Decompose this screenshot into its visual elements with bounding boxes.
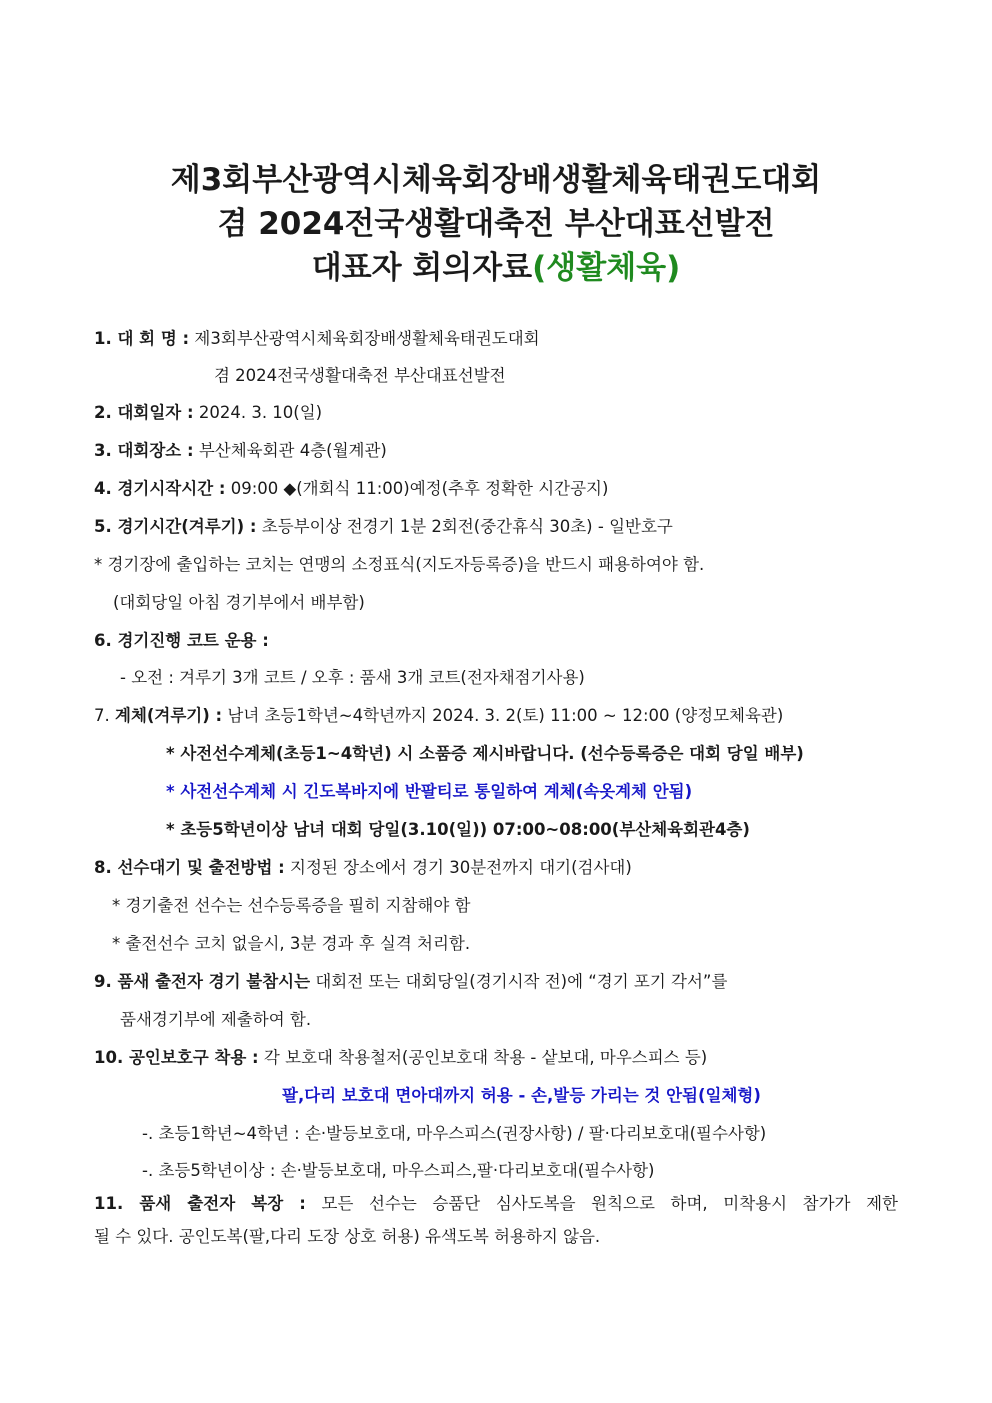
item-2-value: 2024. 3. 10(일) bbox=[198, 403, 323, 422]
item-8-note-2: * 출전선수 코치 없을시, 3분 경과 후 실격 처리함. bbox=[112, 934, 471, 953]
item-10-value: 각 보호대 착용철저(공인보호대 착용 - 샅보대, 마우스피스 등) bbox=[263, 1048, 708, 1067]
item-4 bbox=[94, 477, 608, 501]
item-6-label: 6. 경기진행 코트 운용 : bbox=[94, 631, 269, 650]
item-1 bbox=[94, 327, 540, 351]
item-5-note-1: * 경기장에 출입하는 코치는 연맹의 소정표식(지도자등록증)을 반드시 패용하여야 함. bbox=[94, 555, 705, 574]
item-10-label: 10. 공인보호구 착용 : bbox=[94, 1048, 259, 1067]
item-8-label: 8. 선수대기 및 출전방법 : bbox=[94, 858, 285, 877]
title-line-2: 겸 2024전국생활대축전 부산대표선발전 bbox=[217, 206, 775, 242]
item-9-continuation: 품새경기부에 제출하여 함. bbox=[120, 1010, 312, 1029]
item-7-note-2: * 사전선수계체 시 긴도복바지에 반팔티로 통일하여 계체(속옷계체 안됨) bbox=[166, 782, 693, 801]
item-5-note-2: (대회당일 아침 경기부에서 배부함) bbox=[113, 593, 365, 612]
item-4-value: 09:00 ◆(개회식 11:00)예정(추후 정확한 시간공지) bbox=[230, 479, 609, 498]
item-7 bbox=[94, 704, 783, 728]
item-7-note-1: * 사전선수계체(초등1~4학년) 시 소품증 제시바랍니다. (선수등록증은 대회 당일 배부) bbox=[166, 744, 804, 763]
item-10-sub-1: -. 초등1학년~4학년 : 손·발등보호대, 마우스피스(권장사항) / 팔·다리보호대(필수사항) bbox=[142, 1124, 767, 1143]
item-11-value: 모든 선수는 승품단 심사도복을 원칙으로 하며, 미착용시 참가가 제한 bbox=[321, 1194, 898, 1213]
item-8 bbox=[94, 856, 632, 880]
item-1-value: 제3회부산광역시체육회장배생활체육태권도대회 bbox=[194, 329, 540, 348]
item-11-label: 11. 품새 출전자 복장 : bbox=[94, 1194, 306, 1213]
item-9-value: 대회전 또는 대회당일(경기시작 전)에 “경기 포기 각서”를 bbox=[315, 972, 728, 991]
item-7-number: 7. bbox=[94, 706, 110, 725]
item-9 bbox=[94, 970, 727, 994]
item-3-value: 부산체육회관 4층(월계관) bbox=[198, 441, 387, 460]
item-10 bbox=[94, 1046, 707, 1070]
item-5-value: 초등부이상 전경기 1분 2회전(중간휴식 30초) - 일반호구 bbox=[261, 517, 673, 536]
item-7-note-3: * 초등5학년이상 남녀 대회 당일(3.10(일)) 07:00~08:00(부산체육회관4층) bbox=[166, 820, 750, 839]
item-1-label: 1. 대 회 명 : bbox=[94, 329, 190, 348]
title-line-3 bbox=[0, 246, 992, 290]
item-8-value: 지정된 장소에서 경기 30분전까지 대기(검사대) bbox=[290, 858, 632, 877]
item-5 bbox=[94, 515, 673, 539]
item-2 bbox=[94, 401, 322, 425]
item-4-label: 4. 경기시작시간 : bbox=[94, 479, 226, 498]
item-10-sub-2: -. 초등5학년이상 : 손·발등보호대, 마우스피스,팔·다리보호대(필수사항) bbox=[142, 1161, 655, 1180]
item-11-continuation: 될 수 있다. 공인도복(팔,다리 도장 상호 허용) 유색도복 허용하지 않음. bbox=[94, 1227, 601, 1246]
item-5-label: 5. 경기시간(겨루기) : bbox=[94, 517, 257, 536]
document-title bbox=[0, 158, 992, 290]
item-7-label: 계체(겨루기) : bbox=[115, 706, 223, 725]
title-paren: (생활체육) bbox=[532, 250, 681, 286]
item-1-value-2: 겸 2024전국생활대축전 부산대표선발전 bbox=[214, 366, 506, 385]
item-6-detail: - 오전 : 겨루기 3개 코트 / 오후 : 품새 3개 코트(전자채점기사용) bbox=[120, 668, 585, 687]
item-10-note: 팔,다리 보호대 면아대까지 허용 - 손,발등 가리는 것 안됨(일체형) bbox=[282, 1086, 761, 1105]
item-2-label: 2. 대회일자 : bbox=[94, 403, 194, 422]
title-line-1: 제3회부산광역시체육회장배생활체육태권도대회 bbox=[170, 162, 822, 198]
item-7-value: 남녀 초등1학년~4학년까지 2024. 3. 2(토) 11:00 ~ 12:00 (양정모체육관) bbox=[227, 706, 784, 725]
item-8-note-1: * 경기출전 선수는 선수등록증을 필히 지참해야 함 bbox=[112, 896, 471, 915]
item-11 bbox=[94, 1192, 898, 1216]
item-3-label: 3. 대회장소 : bbox=[94, 441, 194, 460]
item-9-label: 9. 품새 출전자 경기 불참시는 bbox=[94, 972, 311, 991]
item-3 bbox=[94, 439, 387, 463]
title-main: 대표자 회의자료 bbox=[311, 250, 533, 286]
